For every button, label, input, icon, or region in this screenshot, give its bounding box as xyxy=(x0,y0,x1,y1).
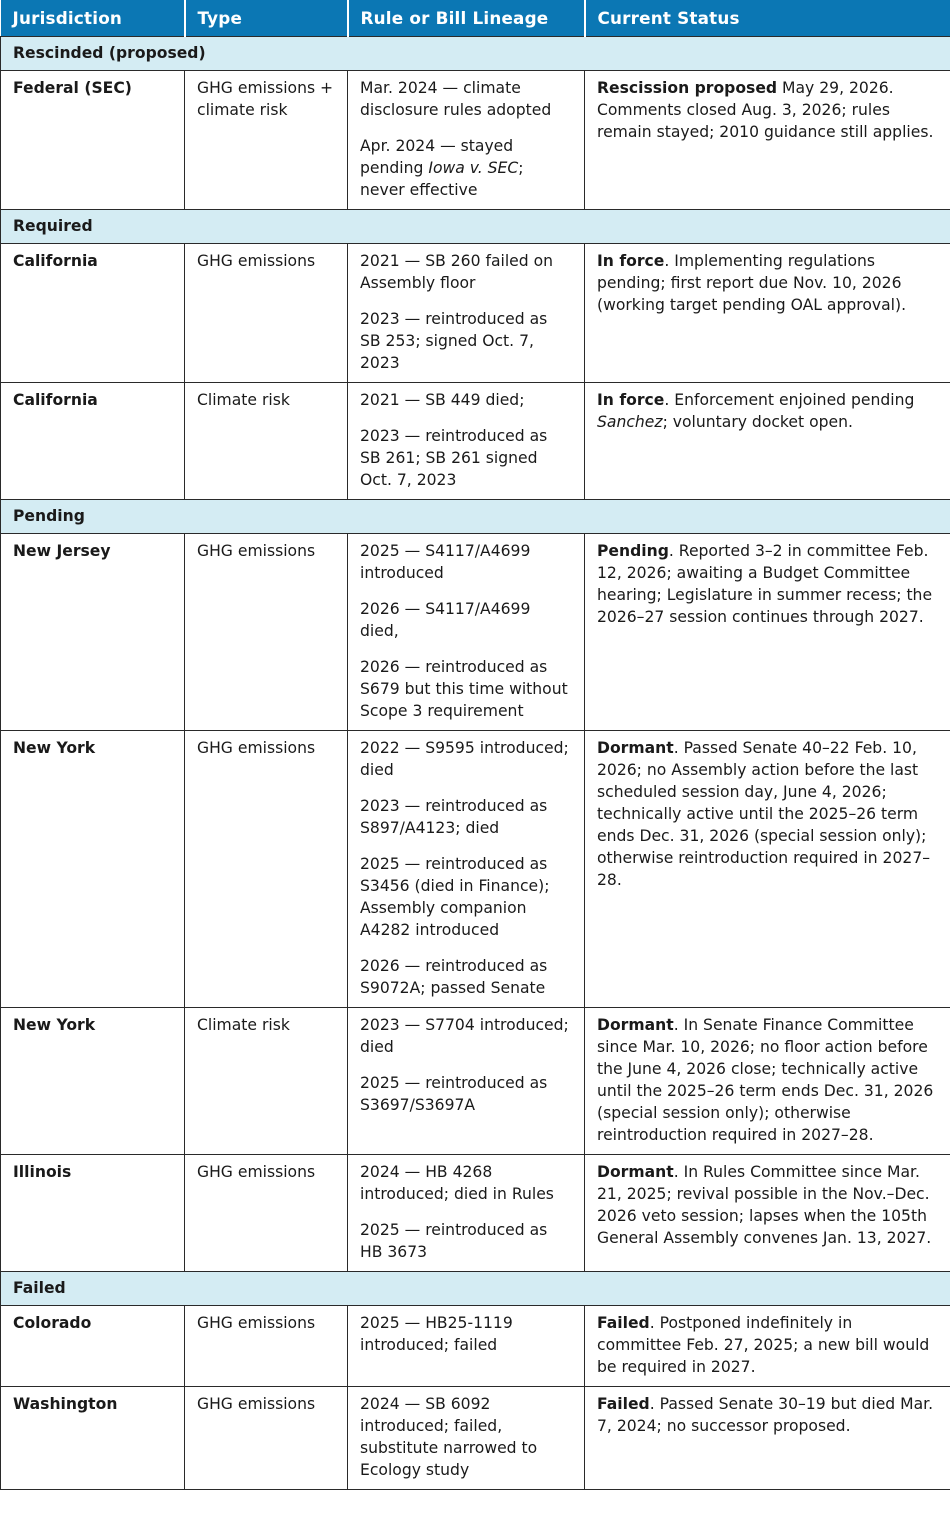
lineage-entry: 2024 — SB 6092 introduced; failed, substitute narrowed to Ecology study xyxy=(360,1395,538,1479)
jurisdiction-cell: Illinois xyxy=(1,1155,185,1272)
type-cell: Climate risk xyxy=(185,1008,348,1155)
jurisdiction-cell: New York xyxy=(1,731,185,1008)
group-row xyxy=(1,210,950,244)
lineage-entry: 2021 — SB 449 died; xyxy=(360,391,525,409)
group-label: Rescinded (proposed) xyxy=(1,37,950,71)
lineage-entry: 2023 — reintroduced as S897/A4123; died xyxy=(360,797,548,837)
status-detail: . In Senate Finance Committee since Mar. 10, 2026; no floor action before the June 4, 2026 close; technically active until the 2025–26 term ends Dec. 31, 2026 (special session only); otherwise reintroduction required in 2027–28. xyxy=(597,1016,934,1144)
group-label: Failed xyxy=(1,1272,950,1306)
lineage-entry: 2025 — reintroduced as S3456 (died in Finance); Assembly companion A4282 introduced xyxy=(360,855,550,939)
lineage-cell xyxy=(348,1008,585,1155)
jurisdiction-cell: New York xyxy=(1,1008,185,1155)
column-header-status: Current Status xyxy=(585,0,950,37)
status-cell xyxy=(585,1387,950,1490)
table-row xyxy=(1,244,950,383)
status-label: Dormant xyxy=(597,739,674,757)
status-cell xyxy=(585,1155,950,1272)
lineage-entry: 2026 — reintroduced as S9072A; passed Senate xyxy=(360,957,548,997)
table-row xyxy=(1,1008,950,1155)
group-label: Required xyxy=(1,210,950,244)
status-cell xyxy=(585,1306,950,1387)
lineage-entry: 2022 — S9595 introduced; died xyxy=(360,739,569,779)
lineage-entry: Apr. 2024 — stayed pending Iowa v. SEC; never effective xyxy=(360,137,524,199)
status-label: Rescission proposed xyxy=(597,79,778,97)
lineage-cell xyxy=(348,1387,585,1490)
lineage-cell xyxy=(348,534,585,731)
lineage-entry: 2025 — HB25-1119 introduced; failed xyxy=(360,1314,513,1354)
status-cell xyxy=(585,1008,950,1155)
lineage-entry: 2023 — reintroduced as SB 261; SB 261 signed Oct. 7, 2023 xyxy=(360,427,548,489)
type-cell: GHG emissions xyxy=(185,534,348,731)
lineage-entry: 2025 — S4117/A4699 introduced xyxy=(360,542,531,582)
lineage-cell xyxy=(348,1155,585,1272)
type-cell: Climate risk xyxy=(185,383,348,500)
type-cell: GHG emissions xyxy=(185,731,348,1008)
group-row xyxy=(1,500,950,534)
table-row xyxy=(1,731,950,1008)
jurisdiction-cell: Colorado xyxy=(1,1306,185,1387)
type-cell: GHG emissions + climate risk xyxy=(185,71,348,210)
status-detail: . Enforcement enjoined pending Sanchez; voluntary docket open. xyxy=(597,391,915,431)
table-row xyxy=(1,1306,950,1387)
lineage-entry: 2021 — SB 260 failed on Assembly floor xyxy=(360,252,554,292)
status-cell xyxy=(585,731,950,1008)
lineage-entry: 2023 — reintroduced as SB 253; signed Oct. 7, 2023 xyxy=(360,310,548,372)
lineage-cell xyxy=(348,1306,585,1387)
type-cell: GHG emissions xyxy=(185,1306,348,1387)
group-row xyxy=(1,37,950,71)
status-cell xyxy=(585,244,950,383)
lineage-cell xyxy=(348,731,585,1008)
column-header-lineage: Rule or Bill Lineage xyxy=(348,0,585,37)
table-row xyxy=(1,534,950,731)
status-label: Dormant xyxy=(597,1163,674,1181)
type-cell: GHG emissions xyxy=(185,1155,348,1272)
status-label: Pending xyxy=(597,542,669,560)
status-cell xyxy=(585,534,950,731)
lineage-entry: 2025 — reintroduced as HB 3673 xyxy=(360,1221,548,1261)
status-cell xyxy=(585,71,950,210)
type-cell: GHG emissions xyxy=(185,244,348,383)
jurisdiction-cell: Federal (SEC) xyxy=(1,71,185,210)
status-label: In force xyxy=(597,252,665,270)
lineage-entry: 2023 — S7704 introduced; died xyxy=(360,1016,569,1056)
status-label: Dormant xyxy=(597,1016,674,1034)
lineage-entry: 2025 — reintroduced as S3697/S3697A xyxy=(360,1074,548,1114)
column-header-type: Type xyxy=(185,0,348,37)
jurisdiction-cell: California xyxy=(1,383,185,500)
lineage-cell xyxy=(348,383,585,500)
status-label: In force xyxy=(597,391,665,409)
lineage-entry: Mar. 2024 — climate disclosure rules adopted xyxy=(360,79,552,119)
status-label: Failed xyxy=(597,1395,650,1413)
status-detail: . Passed Senate 30–19 but died Mar. 7, 2024; no successor proposed. xyxy=(597,1395,934,1435)
jurisdiction-cell: New Jersey xyxy=(1,534,185,731)
table-row xyxy=(1,1387,950,1490)
table-body xyxy=(1,37,950,1490)
lineage-entry: 2026 — S4117/A4699 died, xyxy=(360,600,531,640)
group-label: Pending xyxy=(1,500,950,534)
type-cell: GHG emissions xyxy=(185,1387,348,1490)
status-detail: May 29, 2026. Comments closed Aug. 3, 2026; rules remain stayed; 2010 guidance still applies. xyxy=(597,79,934,141)
column-header-jurisdiction: Jurisdiction xyxy=(1,0,185,37)
table-row xyxy=(1,383,950,500)
lineage-entry: 2024 — HB 4268 introduced; died in Rules xyxy=(360,1163,554,1203)
status-detail: . Reported 3–2 in committee Feb. 12, 2026; awaiting a Budget Committee hearing; Legislature in summer recess; the 2026–27 session continues through 2027. xyxy=(597,542,933,626)
status-label: Failed xyxy=(597,1314,650,1332)
lineage-cell xyxy=(348,244,585,383)
group-row xyxy=(1,1272,950,1306)
table-row xyxy=(1,71,950,210)
status-detail: . In Rules Committee since Mar. 21, 2025; revival possible in the Nov.–Dec. 2026 veto session; lapses when the 105th General Assembly convenes Jan. 13, 2027. xyxy=(597,1163,932,1247)
lineage-cell xyxy=(348,71,585,210)
status-detail: . Implementing regulations pending; first report due Nov. 10, 2026 (working target pending OAL approval). xyxy=(597,252,907,314)
status-cell xyxy=(585,383,950,500)
table-row xyxy=(1,1155,950,1272)
jurisdiction-cell: California xyxy=(1,244,185,383)
status-detail: . Passed Senate 40–22 Feb. 10, 2026; no Assembly action before the last scheduled session day, June 4, 2026; technically active until the 2025–26 term ends Dec. 31, 2026 (special session only); otherwise reintroduction required in 2027–28. xyxy=(597,739,931,889)
header-row xyxy=(1,0,950,37)
jurisdiction-cell: Washington xyxy=(1,1387,185,1490)
status-detail: . Postponed indefinitely in committee Feb. 27, 2025; a new bill would be required in 2027. xyxy=(597,1314,930,1376)
lineage-entry: 2026 — reintroduced as S679 but this time without Scope 3 requirement xyxy=(360,658,568,720)
